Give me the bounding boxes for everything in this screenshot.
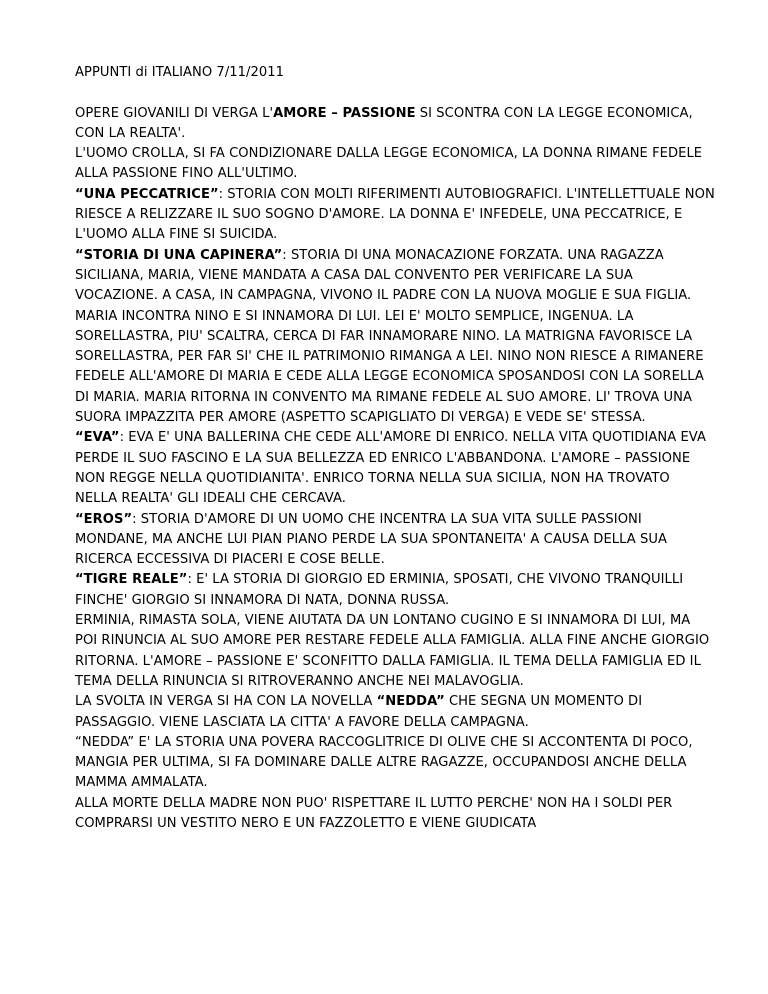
paragraph-text: : E' LA STORIA DI GIORGIO ED ERMINIA, SPOSATI, CHE VIVONO TRANQUILLI FINCHE' GIORGIO SI INNAMORA DI NATA, DONNA RUSSA.	[75, 572, 684, 608]
paragraph-text: “NEDDA” E' LA STORIA UNA POVERA RACCOGLITRICE DI OLIVE CHE SI ACCONTENTA DI POCO, MANGIA PER ULTIMA, SI FA DOMINARE DALLE ALTRE RAGAZZE, OCCUPANDOSI ANCHE DELLA MAMMA AMMALATA.	[75, 734, 693, 791]
paragraph	[75, 611, 715, 692]
blank-line	[75, 83, 715, 103]
bold-heading-text: “STORIA DI UNA CAPINERA”	[75, 247, 283, 263]
paragraph-text: : STORIA DI UNA MONACAZIONE FORZATA. UNA RAGAZZA SICILIANA, MARIA, VIENE MANDATA A CASA DAL CONVENTO PER VERIFICARE LA SUA VOCAZIONE. A CASA, IN CAMPAGNA, VIVONO IL PADRE CON LA NUOVA MOGLIE E SUA FIGLIA. MARIA INCONTRA NINO E SI INNAMORA DI LUI. LEI E' MOLTO SEMPLICE, INGENUA. LA SORELLASTRA, PIU' SCALTRA, CERCA DI FAR INNAMORARE NINO. LA MATRIGNA FAVORISCE LA SORELLASTRA, PER FAR SI' CHE IL PATRIMONIO RIMANGA A LEI. NINO NON RIESCE A RIMANERE FEDELE ALL'AMORE DI MARIA E CEDE ALLA LEGGE ECONOMICA SPOSANDOSI CON LA SORELLA DI MARIA. MARIA RITORNA IN CONVENTO MA RIMANE FEDELE AL SUO AMORE. LI' TROVA UNA SUORA IMPAZZITA PER AMORE (ASPETTO SCAPIGLIATO DI VERGA) E VEDE SE' STESSA.	[75, 247, 704, 426]
paragraph-text: OPERE GIOVANILI DI VERGA L'	[75, 105, 274, 121]
document-title: APPUNTI di ITALIANO 7/11/2011	[75, 65, 285, 80]
paragraph-text: : STORIA D'AMORE DI UN UOMO CHE INCENTRA LA SUA VITA SULLE PASSIONI MONDANE, MA ANCHE LUI PIAN PIANO PERDE LA SUA SPONTANEITA' A CAUSA DELLA SUA RICERCA ECCESSIVA DI PIACERI E COSE BELLE.	[75, 511, 667, 568]
bold-heading-text: “NEDDA”	[376, 694, 445, 710]
paragraph-text: : STORIA CON MOLTI RIFERIMENTI AUTOBIOGRAFICI. L'INTELLETTUALE NON RIESCE A RELIZZARE IL SUO SOGNO D'AMORE. LA DONNA E' INFEDELE, UNA PECCATRICE, E L'UOMO ALLA FINE SI SUICIDA.	[75, 186, 715, 243]
paragraph	[75, 246, 715, 429]
document-page	[75, 63, 715, 834]
bold-heading-text: “UNA PECCATRICE”	[75, 186, 219, 202]
paragraph	[75, 104, 715, 145]
paragraph	[75, 733, 715, 794]
paragraph	[75, 510, 715, 571]
paragraph	[75, 692, 715, 733]
document-body	[75, 104, 715, 835]
paragraph-text: LA SVOLTA IN VERGA SI HA CON LA NOVELLA	[75, 694, 377, 710]
paragraph-text: L'UOMO CROLLA, SI FA CONDIZIONARE DALLA LEGGE ECONOMICA, LA DONNA RIMANE FEDELE ALLA PASSIONE FINO ALL'ULTIMO.	[75, 146, 703, 182]
paragraph-text: CHE SEGNA UN MOMENTO DI PASSAGGIO. VIENE LASCIATA LA CITTA' A FAVORE DELLA CAMPAGNA.	[75, 694, 643, 730]
bold-heading-text: “TIGRE REALE”	[75, 572, 188, 588]
paragraph-text: ALLA MORTE DELLA MADRE NON PUO' RISPETTARE IL LUTTO PERCHE' NON HA I SOLDI PER COMPRARSI UN VESTITO NERO E UN FAZZOLETTO E VIENE GIUDICATA	[75, 795, 673, 831]
paragraph	[75, 794, 715, 835]
paragraph	[75, 185, 715, 246]
paragraph	[75, 144, 715, 185]
bold-heading-text: AMORE – PASSIONE	[273, 105, 416, 121]
paragraph-text: SI SCONTRA CON LA LEGGE ECONOMICA, CON LA REALTA'.	[75, 105, 693, 141]
bold-heading-text: “EROS”	[75, 511, 133, 527]
paragraph	[75, 428, 715, 509]
paragraph-text: : EVA E' UNA BALLERINA CHE CEDE ALL'AMORE DI ENRICO. NELLA VITA QUOTIDIANA EVA PERDE IL SUO FASCINO E LA SUA BELLEZZA ED ENRICO L'ABBANDONA. L'AMORE – PASSIONE NON REGGE NELLA QUOTIDIANITA'. ENRICO TORNA NELLA SUA SICILIA, NON HA TROVATO NELLA REALTA' GLI IDEALI CHE CERCAVA.	[75, 430, 706, 507]
paragraph	[75, 570, 715, 611]
paragraph-text: ERMINIA, RIMASTA SOLA, VIENE AIUTATA DA UN LONTANO CUGINO E SI INNAMORA DI LUI, MA POI RINUNCIA AL SUO AMORE PER RESTARE FEDELE ALLA FAMIGLIA. ALLA FINE ANCHE GIORGIO RITORNA. L'AMORE – PASSIONE E' SCONFITTO DALLA FAMIGLIA. IL TEMA DELLA FAMIGLIA ED IL TEMA DELLA RINUNCIA SI RITROVERANNO ANCHE NEI MALAVOGLIA.	[75, 613, 710, 689]
bold-heading-text: “EVA”	[75, 430, 120, 446]
